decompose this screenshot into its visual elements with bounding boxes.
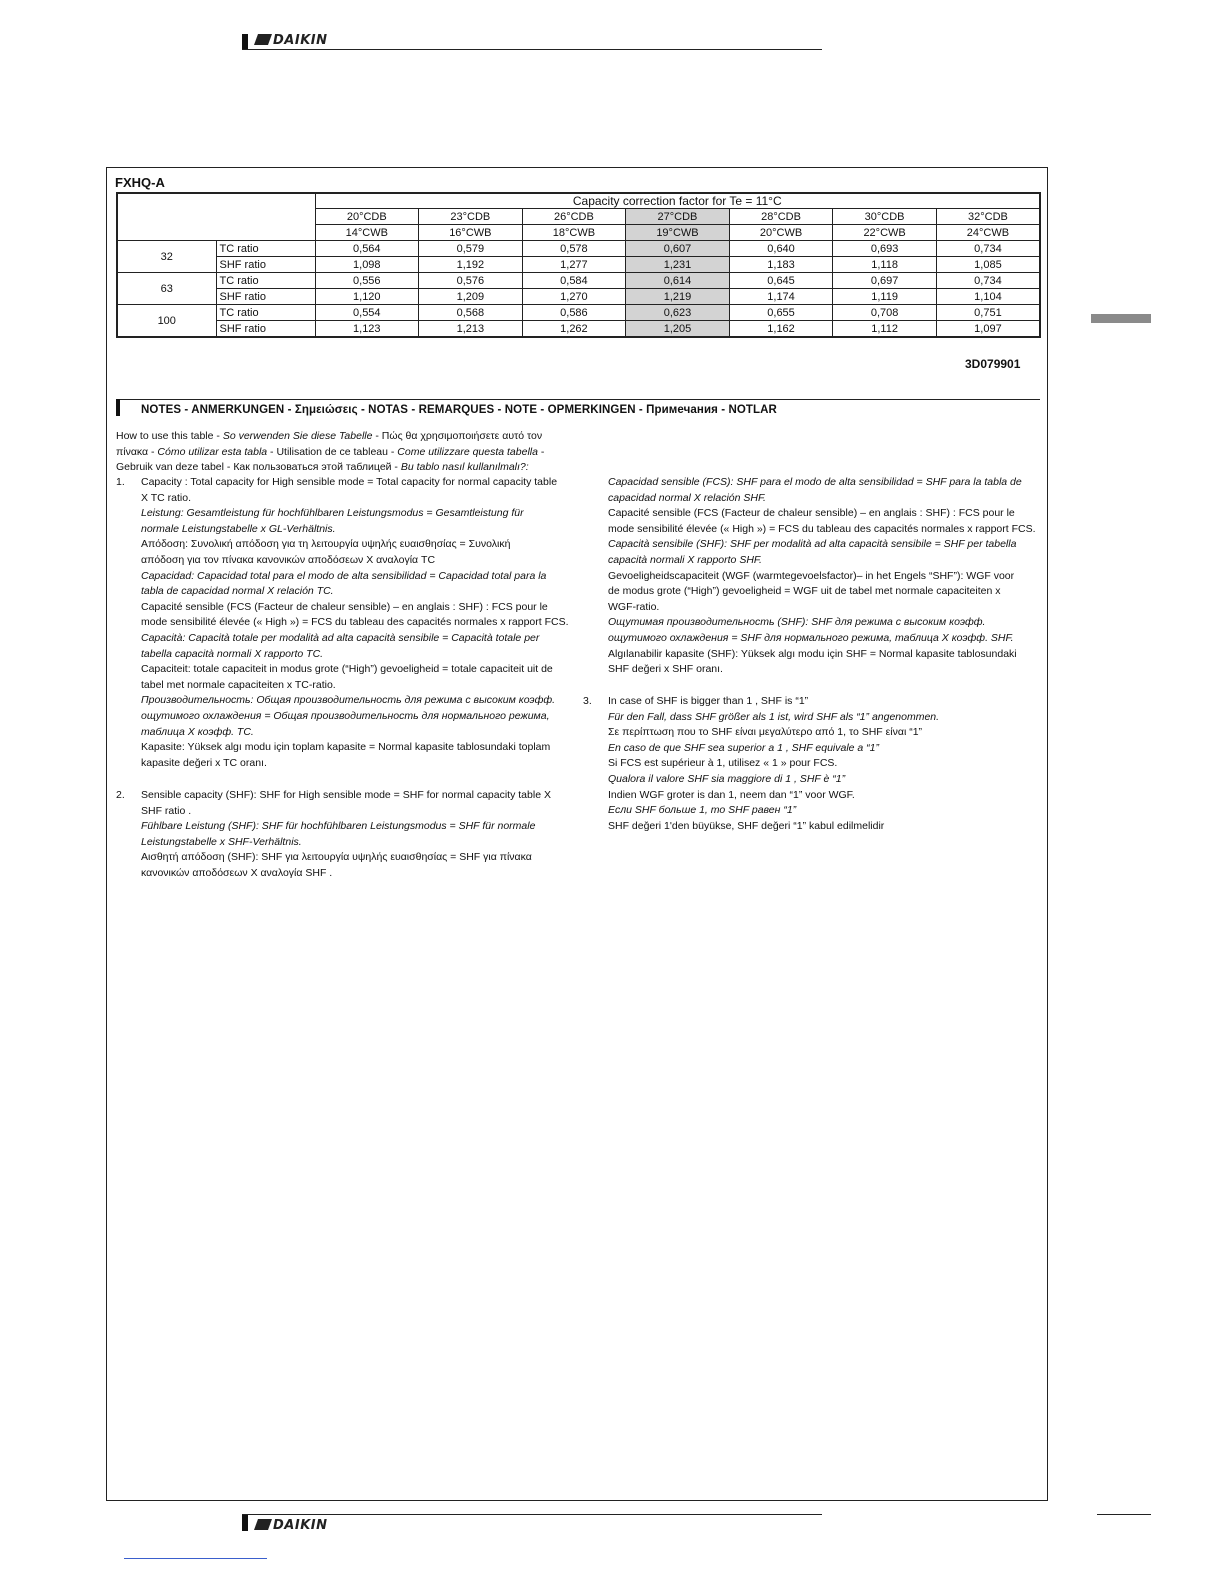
shf-value: 1,219 — [626, 289, 730, 305]
note-line: Αισθητή απόδοση (SHF): SHF για λειτουργία υψηλής ευαισθησίας = SHF για πίνακα — [141, 851, 532, 864]
daikin-mark-icon — [254, 1519, 272, 1530]
note-line: capacidad normal X relación SHF. — [608, 491, 766, 504]
intro-segment: Come utilizzare questa tabella — [397, 445, 538, 458]
shf-value: 1,183 — [729, 257, 833, 273]
cdb-header: 20°CDB — [315, 209, 419, 225]
shf-ratio-label: SHF ratio — [216, 321, 315, 338]
note-line: Capacità: Capacità totale per modalità ad alta capacità sensibile = Capacità totale per — [141, 631, 540, 644]
note-line: capacità normali X rapporto SHF. — [608, 553, 762, 566]
table-row-shf — [117, 289, 1040, 305]
note-3 — [608, 694, 939, 834]
intro-segment: - Πώς θα χρησιμοποιήσετε αυτό τον — [372, 430, 543, 442]
capacity-table — [116, 192, 1041, 338]
side-tab — [1091, 314, 1151, 323]
tc-value: 0,576 — [419, 273, 523, 289]
note-line: Απόδοση: Συνολική απόδοση για τη λειτουργία υψηλής ευαισθησίας = Συνολική — [141, 538, 511, 551]
tc-value: 0,564 — [315, 241, 419, 257]
note-line: Capacity : Total capacity for High sensible mode = Total capacity for normal capacity table — [141, 476, 558, 488]
daikin-mark-icon — [254, 34, 272, 45]
table-row-tc — [117, 241, 1040, 257]
shf-value: 1,097 — [936, 321, 1040, 338]
shf-value: 1,119 — [833, 289, 937, 305]
intro-segment: How to use this table - — [116, 430, 223, 442]
note-2-number: 2. — [116, 789, 125, 801]
intro-segment: So verwenden Sie diese Tabelle — [222, 430, 373, 442]
tc-value: 0,623 — [626, 305, 730, 321]
note-line: Σε περίπτωση που το SHF είναι μεγαλύτερο από 1, το SHF είναι “1” — [608, 726, 923, 739]
note-line: mode sensibilité élevée (« High ») = FCS du tableau des capacités normales x rapport FCS. — [608, 522, 1036, 535]
unit-size: 100 — [117, 305, 216, 338]
cdb-header: 28°CDB — [729, 209, 833, 225]
shf-value: 1,277 — [522, 257, 626, 273]
tc-value: 0,708 — [833, 305, 937, 321]
cdb-header: 30°CDB — [833, 209, 937, 225]
shf-value: 1,209 — [419, 289, 523, 305]
intro-segment: - — [537, 445, 545, 458]
header-logo: DAIKIN — [256, 33, 327, 48]
header-rule — [242, 49, 822, 50]
note-1 — [141, 475, 569, 771]
note-line: Si FCS est supérieur à 1, utilisez « 1 » pour FCS. — [608, 757, 838, 770]
footer-logo: DAIKIN — [256, 1518, 327, 1533]
note-line: Für den Fall, dass SHF größer als 1 ist, wird SHF als “1” angenommen. — [608, 710, 940, 723]
notes-rule — [116, 399, 1040, 400]
cwb-header: 24°CWB — [936, 225, 1040, 241]
note-line: tabel met normale capaciteiten x TC-ratio. — [141, 678, 336, 691]
shf-value: 1,112 — [833, 321, 937, 338]
cwb-header: 16°CWB — [419, 225, 523, 241]
footer-rule — [242, 1514, 822, 1515]
note-line: Capacidad: Capacidad total para el modo de alta sensibilidad = Capacidad total para la — [141, 569, 547, 582]
tc-value: 0,584 — [522, 273, 626, 289]
shf-value: 1,085 — [936, 257, 1040, 273]
notes-bar — [116, 399, 120, 416]
note-line: kapasite değeri x TC oranı. — [141, 756, 267, 769]
note-line: Capaciteit: totale capaciteit in modus grote (“High”) gevoeligheid = totale capaciteit uit de — [141, 663, 553, 676]
intro-segment: - Utilisation de ce tableau - — [267, 445, 398, 458]
note-line: Qualora il valore SHF sia maggiore di 1 , SHF è “1” — [608, 772, 846, 785]
shf-value: 1,231 — [626, 257, 730, 273]
shf-value: 1,120 — [315, 289, 419, 305]
document-code: 3D079901 — [965, 357, 1021, 371]
tc-ratio-label: TC ratio — [216, 305, 315, 321]
unit-size: 63 — [117, 273, 216, 305]
tc-value: 0,645 — [729, 273, 833, 289]
intro-segment: Cómo utilizar esta tabla — [157, 445, 268, 458]
shf-value: 1,174 — [729, 289, 833, 305]
cwb-header: 20°CWB — [729, 225, 833, 241]
cdb-header: 27°CDB — [626, 209, 730, 225]
shf-value: 1,162 — [729, 321, 833, 338]
cdb-header: 32°CDB — [936, 209, 1040, 225]
note-line: Gevoeligheidscapaciteit (WGF (warmtegevoelsfactor)– in het Engels “SHF”): WGF voor — [608, 569, 1015, 582]
notes-title: NOTES - ANMERKUNGEN - Σημειώσεις - NOTAS - REMARQUES - NOTE - OPMERKINGEN - Примечания - NOTLAR — [141, 404, 777, 416]
note-line: απόδοση για τον πίνακα κανονικών αποδόσεων Χ αναλογία TC — [141, 553, 436, 566]
table-corner — [117, 193, 315, 241]
shf-value: 1,262 — [522, 321, 626, 338]
note-line: Capacité sensible (FCS (Facteur de chaleur sensible) – en anglais : SHF) : FCS pour le — [608, 507, 1015, 520]
note-3-number: 3. — [583, 695, 592, 707]
table-row-shf — [117, 257, 1040, 273]
shf-value: 1,118 — [833, 257, 937, 273]
note-line: Leistungstabelle x SHF-Verhältnis. — [141, 835, 302, 848]
note-line: Ощутимая производительность (SHF): SHF для режима с высоким коэфф. — [608, 616, 986, 629]
note-line: ощутимого охлаждения = Общая производительность для нормального режима, — [141, 709, 550, 722]
shf-value: 1,205 — [626, 321, 730, 338]
note-line: ощутимого охлаждения = SHF для нормального режима, таблица X коэфф. SHF. — [608, 631, 1014, 644]
tc-value: 0,751 — [936, 305, 1040, 321]
shf-value: 1,098 — [315, 257, 419, 273]
notes-intro — [116, 429, 544, 476]
note-line: Indien WGF groter is dan 1, neem dan “1” voor WGF. — [608, 788, 855, 801]
note-line: Если SHF больше 1, то SHF равен “1” — [608, 804, 797, 817]
note-2 — [141, 788, 551, 882]
note-line: SHF değeri x SHF oranı. — [608, 663, 723, 676]
tc-value: 0,640 — [729, 241, 833, 257]
table-header-row — [117, 193, 1040, 209]
note-line: таблица X коэфф. TC. — [141, 725, 254, 738]
model-title: FXHQ-A — [115, 175, 165, 190]
tc-value: 0,655 — [729, 305, 833, 321]
table-title: Capacity correction factor for Te = 11°C — [315, 193, 1040, 209]
note-line: de modus grote (“High”) gevoeligheid = WGF uit de tabel met normale capaciteiten x — [608, 585, 1001, 598]
tc-value: 0,734 — [936, 273, 1040, 289]
tc-value: 0,579 — [419, 241, 523, 257]
tc-value: 0,568 — [419, 305, 523, 321]
intro-segment: Bu tablo nasıl kullanılmalı?: — [400, 461, 529, 474]
tc-value: 0,614 — [626, 273, 730, 289]
note-line: In case of SHF is bigger than 1 , SHF is “1” — [608, 695, 809, 707]
shf-value: 1,123 — [315, 321, 419, 338]
intro-line — [116, 445, 544, 461]
tc-value: 0,586 — [522, 305, 626, 321]
cwb-header: 14°CWB — [315, 225, 419, 241]
note-line: Производительность: Общая производительность для режима с высоким коэфф. — [141, 694, 556, 707]
intro-line — [116, 460, 544, 476]
unit-size: 32 — [117, 241, 216, 273]
note-line: SHF değeri 1'den büyükse, SHF değeri “1” kabul edilmelidir — [608, 819, 885, 832]
intro-line — [116, 429, 544, 445]
footer-link-underline — [124, 1558, 267, 1559]
note-line: Capacité sensible (FCS (Facteur de chaleur sensible) – en anglais : SHF) : FCS pour le — [141, 600, 548, 613]
footer-brand-bar — [242, 1515, 248, 1531]
tc-value: 0,693 — [833, 241, 937, 257]
note-line: Sensible capacity (SHF): SHF for High sensible mode = SHF for normal capacity table X — [141, 789, 551, 801]
note-line: Algılanabilir kapasite (SHF): Yüksek algı modu için SHF = Normal kapasite tablosundaki — [608, 647, 1017, 660]
note-line: Fühlbare Leistung (SHF): SHF für hochfühlbaren Leistungsmodus = SHF für normale — [141, 820, 536, 833]
intro-segment: Gebruik van deze tabel - Как пользоваться этой таблицей - — [116, 461, 401, 474]
note-line: Leistung: Gesamtleistung für hochfühlbaren Leistungsmodus = Gesamtleistung für — [141, 507, 524, 520]
cwb-header: 22°CWB — [833, 225, 937, 241]
tc-value: 0,607 — [626, 241, 730, 257]
shf-value: 1,192 — [419, 257, 523, 273]
note-line: tabella capacità normali X rapporto TC. — [141, 647, 324, 660]
cwb-header: 19°CWB — [626, 225, 730, 241]
note-line: SHF ratio . — [141, 804, 192, 817]
note-line: Kapasite: Yüksek algı modu için toplam kapasite = Normal kapasite tablosundaki toplam — [141, 741, 551, 754]
tc-value: 0,556 — [315, 273, 419, 289]
tc-value: 0,554 — [315, 305, 419, 321]
note-line: WGF-ratio. — [608, 600, 660, 613]
cwb-header: 18°CWB — [522, 225, 626, 241]
tc-ratio-label: TC ratio — [216, 241, 315, 257]
table-row-shf — [117, 321, 1040, 338]
shf-ratio-label: SHF ratio — [216, 257, 315, 273]
cdb-header: 23°CDB — [419, 209, 523, 225]
note-2-continued — [608, 475, 1036, 678]
shf-value: 1,104 — [936, 289, 1040, 305]
tc-value: 0,578 — [522, 241, 626, 257]
note-line: tabla de capacidad normal X relación TC. — [141, 585, 334, 598]
note-line: En caso de que SHF sea superior a 1 , SHF equivale a “1” — [608, 741, 880, 754]
note-1-number: 1. — [116, 476, 125, 488]
shf-value: 1,270 — [522, 289, 626, 305]
note-line: mode sensibilité élevée (« High ») = FCS du tableau des capacités normales x rapport FCS. — [141, 616, 569, 629]
table-row-tc — [117, 273, 1040, 289]
tc-ratio-label: TC ratio — [216, 273, 315, 289]
cdb-header: 26°CDB — [522, 209, 626, 225]
intro-segment: πίνακα - — [116, 445, 158, 458]
note-line: Capacità sensibile (SHF): SHF per modalità ad alta capacità sensibile = SHF per tabella — [608, 538, 1017, 551]
note-line: κανονικών αποδόσεων Χ αναλογία SHF . — [141, 866, 333, 879]
header-brand-bar — [242, 34, 248, 50]
table-row-tc — [117, 305, 1040, 321]
tc-value: 0,697 — [833, 273, 937, 289]
note-line: Capacidad sensible (FCS): SHF para el modo de alta sensibilidad = SHF para la tabla de — [608, 476, 1022, 488]
note-line: X TC ratio. — [141, 491, 191, 504]
shf-ratio-label: SHF ratio — [216, 289, 315, 305]
page-number-rule — [1097, 1514, 1151, 1515]
tc-value: 0,734 — [936, 241, 1040, 257]
shf-value: 1,213 — [419, 321, 523, 338]
note-line: normale Leistungstabelle x GL-Verhältnis. — [141, 522, 336, 535]
